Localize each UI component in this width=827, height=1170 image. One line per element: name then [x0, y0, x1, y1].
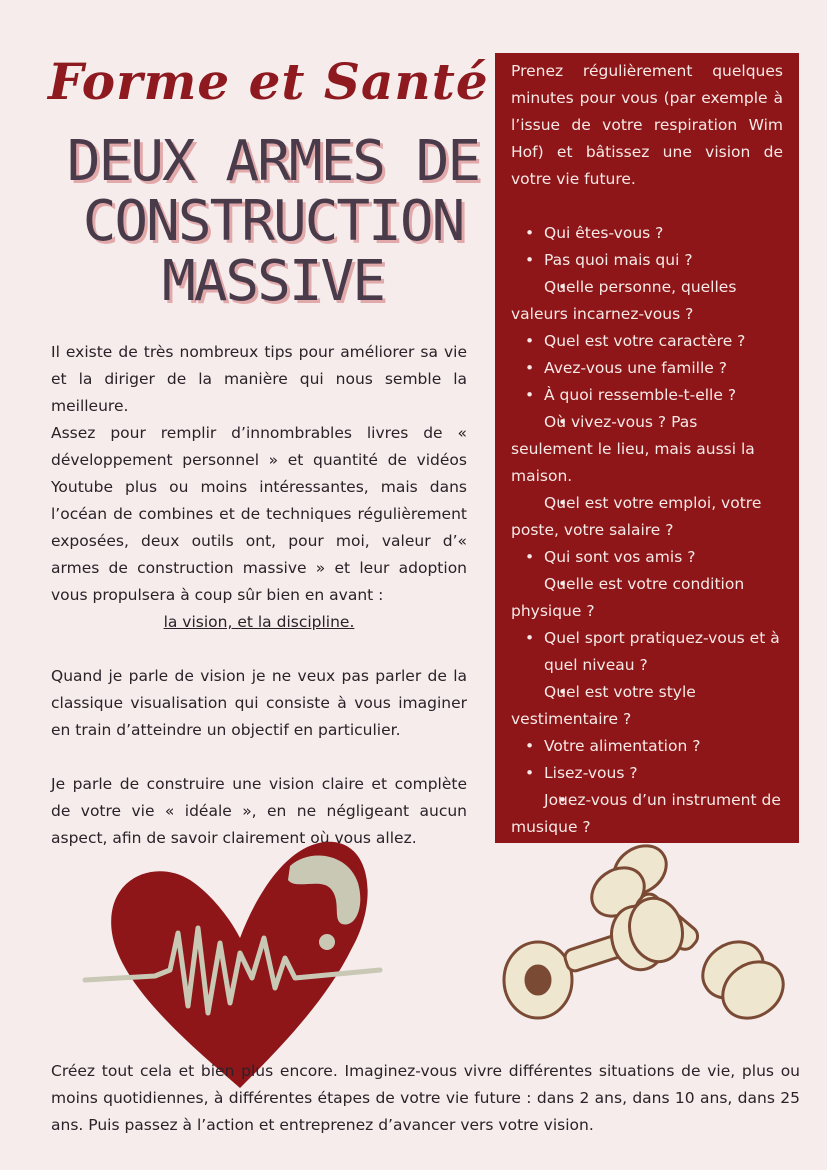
page-headline [48, 129, 498, 314]
intro-paragraph-1: Il existe de très nombreux tips pour améliorer sa vie et la diriger de la manière qui nous semble la meilleure. [51, 343, 467, 415]
closing-paragraph: Créez tout cela et bien plus encore. Imaginez-vous vivre différentes situations de vie, plus ou moins quotidiennes, à différentes étapes de votre vie future : dans 2 ans, dans 10 ans, dans 25 ans. Puis passez à l’action et entreprenez d’avancer vers votre vision. [51, 1062, 800, 1134]
questions-list [511, 220, 783, 841]
question-item: • Quelle est votre condition physique ? [511, 571, 783, 625]
heart-dot-icon [319, 934, 335, 950]
question-item: • Quel sport pratiquez-vous et à quel niveau ? [511, 625, 783, 679]
intro-highlight [51, 609, 467, 636]
intro-paragraph-2: Assez pour remplir d’innombrables livres de « développement personnel » et quantité de vidéos Youtube plus ou moins intéressantes, mais dans l’océan de combines et de techniques régulièrement exposées, deux outils ont, pour moi, valeur d’« armes de construction massive » et leur adoption vous propulsera à coup sûr bien en avant : [51, 424, 467, 604]
intro-paragraph-4: Je parle de construire une vision claire et complète de votre vie « idéale », en ne négligeant aucun aspect, afin de savoir clairement où vous allez. [51, 775, 467, 847]
intro-highlight-text: la vision, et la discipline. [163, 613, 355, 631]
question-item: • Quel est votre emploi, votre poste, votre salaire ? [511, 490, 783, 544]
question-item: • Qui êtes-vous ? [511, 220, 783, 247]
dumbbells-illustration [498, 830, 798, 1040]
brand-title: Forme et Santé [48, 52, 489, 111]
question-item: • À quoi ressemble-t-elle ? [511, 382, 783, 409]
panel-intro: Prenez régulièrement quelques minutes pour vous (par exemple à l’issue de votre respiration Wim Hof) et bâtissez une vision de votre vie future. [511, 62, 783, 188]
question-item: • Quel est votre style vestimentaire ? [511, 679, 783, 733]
headline-line-3: MASSIVE [161, 249, 384, 314]
intro-column [51, 339, 467, 852]
intro-paragraph-3: Quand je parle de vision je ne veux pas parler de la classique visualisation qui consiste à vous imaginer en train d’atteindre un objectif en particulier. [51, 667, 467, 739]
question-item: • Pas quoi mais qui ? [511, 247, 783, 274]
question-item: • Quel est votre caractère ? [511, 328, 783, 355]
question-item: • Avez-vous une famille ? [511, 355, 783, 382]
question-item: • Où vivez-vous ? Pas seulement le lieu, mais aussi la maison. [511, 409, 783, 490]
headline-line-2: CONSTRUCTION [82, 189, 464, 254]
headline-line-1: DEUX ARMES DE [66, 129, 480, 194]
question-item: • Jouez-vous d’un instrument de musique ? [511, 787, 783, 841]
questions-panel [495, 53, 799, 843]
question-item: • Quelle personne, quelles valeurs incarnez-vous ? [511, 274, 783, 328]
question-item: • Votre alimentation ? [511, 733, 783, 760]
question-item: • Lisez-vous ? [511, 760, 783, 787]
question-item: • Qui sont vos amis ? [511, 544, 783, 571]
